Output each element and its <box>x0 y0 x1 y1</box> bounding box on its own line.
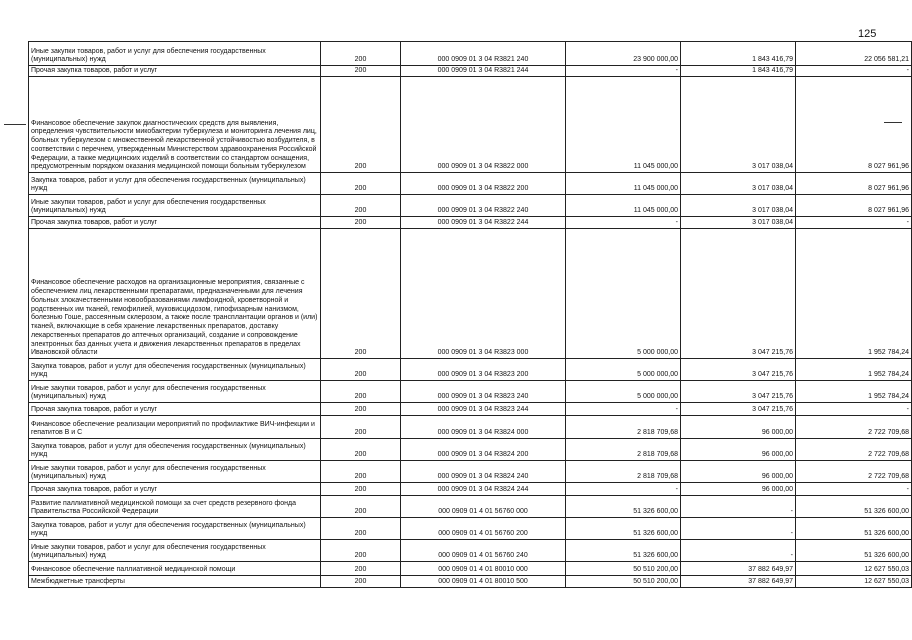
row-name: Финансовое обеспечение паллиативной медицинской помощи <box>29 562 321 576</box>
table-row <box>29 518 912 540</box>
row-value-1: 11 045 000,00 <box>566 77 681 173</box>
row-kbk: 000 0909 01 4 01 56760 000 <box>401 496 566 518</box>
row-kbk: 000 0909 01 3 04 R3823 000 <box>401 229 566 359</box>
table-row <box>29 576 912 588</box>
row-code: 200 <box>321 229 401 359</box>
row-value-2: 3 017 038,04 <box>681 195 796 217</box>
row-name: Финансовое обеспечение расходов на организационные мероприятия, связанные с обеспечением лиц лекарственными препаратами, предназначенными для лечения больных злокачественными новообразованиями лимфоидной, кроветворной и родственных им тканей, гемофилией, муковисцидозом, гипофизарным нанизмом, болезнью Гоше, рассеянным склерозом, а также после трансплантации органов и (или) тканей, включающие в себя хранение лекарственных препаратов, доставку лекарственных препаратов до аптечных организаций, создание и сопровождение электронных баз данных учета и движения лекарственных препаратов в пределах Ивановской области <box>29 229 321 359</box>
row-value-3: 8 027 961,96 <box>796 77 912 173</box>
row-code: 200 <box>321 381 401 403</box>
row-value-2: 96 000,00 <box>681 483 796 496</box>
row-value-3: 2 722 709,68 <box>796 439 912 461</box>
row-kbk: 000 0909 01 3 04 R3822 244 <box>401 217 566 229</box>
row-value-3: 8 027 961,96 <box>796 173 912 195</box>
row-name: Финансовое обеспечение закупок диагностических средств для выявления, определения чувствительности микобактерии туберкулеза и мониторинга лечения лиц, больных туберкулезом с множественной лекарственной устойчивостью возбудителя, в соответствии с перечнем, утвержденным Министерством здравоохранения Российской Федерации, а также медицинских изделий в соответствии со стандартом оснащения, предусмотренным порядком оказания медицинской помощи больным туберкулезом <box>29 77 321 173</box>
row-name: Иные закупки товаров, работ и услуг для обеспечения государственных (муниципальных) нужд <box>29 381 321 403</box>
table-row <box>29 77 912 173</box>
row-value-3: 51 326 600,00 <box>796 496 912 518</box>
row-value-3: - <box>796 66 912 77</box>
row-kbk: 000 0909 01 4 01 80010 500 <box>401 576 566 588</box>
row-value-2: 3 047 215,76 <box>681 229 796 359</box>
row-name: Иные закупки товаров, работ и услуг для обеспечения государственных (муниципальных) нужд <box>29 195 321 217</box>
row-code: 200 <box>321 359 401 381</box>
row-name: Иные закупки товаров, работ и услуг для обеспечения государственных (муниципальных) нужд <box>29 461 321 483</box>
row-value-2: 96 000,00 <box>681 461 796 483</box>
table-row <box>29 416 912 439</box>
row-kbk: 000 0909 01 3 04 R3824 000 <box>401 416 566 439</box>
row-kbk: 000 0909 01 4 01 56760 240 <box>401 540 566 562</box>
row-value-2: 3 017 038,04 <box>681 77 796 173</box>
row-value-2: 3 047 215,76 <box>681 359 796 381</box>
row-code: 200 <box>321 540 401 562</box>
row-value-3: - <box>796 403 912 416</box>
row-name: Прочая закупка товаров, работ и услуг <box>29 403 321 416</box>
table-row <box>29 540 912 562</box>
row-value-1: 5 000 000,00 <box>566 229 681 359</box>
row-value-1: 51 326 600,00 <box>566 540 681 562</box>
row-value-1: 2 818 709,68 <box>566 416 681 439</box>
row-value-2: 1 843 416,79 <box>681 42 796 66</box>
row-value-1: 2 818 709,68 <box>566 439 681 461</box>
row-value-2: 37 882 649,97 <box>681 576 796 588</box>
row-value-1: 51 326 600,00 <box>566 496 681 518</box>
row-code: 200 <box>321 518 401 540</box>
row-value-1: 50 510 200,00 <box>566 576 681 588</box>
table-row <box>29 439 912 461</box>
row-value-2: 3 017 038,04 <box>681 173 796 195</box>
row-value-1: 11 045 000,00 <box>566 195 681 217</box>
row-name: Иные закупки товаров, работ и услуг для обеспечения государственных (муниципальных) нужд <box>29 540 321 562</box>
row-name: Закупка товаров, работ и услуг для обеспечения государственных (муниципальных) нужд <box>29 518 321 540</box>
row-kbk: 000 0909 01 3 04 R3823 240 <box>401 381 566 403</box>
row-value-1: - <box>566 217 681 229</box>
row-value-3: 2 722 709,68 <box>796 461 912 483</box>
row-value-3: 1 952 784,24 <box>796 359 912 381</box>
row-code: 200 <box>321 496 401 518</box>
row-name: Развитие паллиативной медицинской помощи за счет средств резервного фонда Правительства Российской Федерации <box>29 496 321 518</box>
row-value-2: 1 843 416,79 <box>681 66 796 77</box>
row-code: 200 <box>321 483 401 496</box>
row-value-1: 2 818 709,68 <box>566 461 681 483</box>
row-kbk: 000 0909 01 3 04 R3822 200 <box>401 173 566 195</box>
table-row <box>29 496 912 518</box>
row-kbk: 000 0909 01 3 04 R3823 200 <box>401 359 566 381</box>
table-row <box>29 217 912 229</box>
row-value-1: 23 900 000,00 <box>566 42 681 66</box>
row-name: Прочая закупка товаров, работ и услуг <box>29 217 321 229</box>
row-code: 200 <box>321 461 401 483</box>
row-code: 200 <box>321 217 401 229</box>
budget-table <box>28 41 912 588</box>
row-kbk: 000 0909 01 3 04 R3822 240 <box>401 195 566 217</box>
scan-mark-left <box>4 124 26 125</box>
table-row <box>29 483 912 496</box>
row-kbk: 000 0909 01 3 04 R3824 240 <box>401 461 566 483</box>
row-name: Прочая закупка товаров, работ и услуг <box>29 66 321 77</box>
row-value-3: - <box>796 217 912 229</box>
row-value-3: 51 326 600,00 <box>796 540 912 562</box>
row-value-1: 51 326 600,00 <box>566 518 681 540</box>
table-row <box>29 229 912 359</box>
row-value-3: - <box>796 483 912 496</box>
row-value-3: 2 722 709,68 <box>796 416 912 439</box>
row-value-2: - <box>681 518 796 540</box>
row-code: 200 <box>321 66 401 77</box>
row-value-1: - <box>566 483 681 496</box>
row-value-2: 3 047 215,76 <box>681 381 796 403</box>
table-row <box>29 42 912 66</box>
page-number: 125 <box>858 28 877 40</box>
row-code: 200 <box>321 439 401 461</box>
row-value-3: 22 056 581,21 <box>796 42 912 66</box>
row-code: 200 <box>321 77 401 173</box>
row-value-2: 96 000,00 <box>681 439 796 461</box>
row-code: 200 <box>321 42 401 66</box>
row-kbk: 000 0909 01 3 04 R3821 240 <box>401 42 566 66</box>
row-name: Закупка товаров, работ и услуг для обеспечения государственных (муниципальных) нужд <box>29 359 321 381</box>
row-name: Финансовое обеспечение реализации мероприятий по профилактике ВИЧ-инфекции и гепатитов В и С <box>29 416 321 439</box>
row-value-3: 51 326 600,00 <box>796 518 912 540</box>
row-value-1: 11 045 000,00 <box>566 173 681 195</box>
row-name: Закупка товаров, работ и услуг для обеспечения государственных (муниципальных) нужд <box>29 439 321 461</box>
row-kbk: 000 0909 01 3 04 R3824 200 <box>401 439 566 461</box>
row-name: Иные закупки товаров, работ и услуг для обеспечения государственных (муниципальных) нужд <box>29 42 321 66</box>
row-value-2: - <box>681 496 796 518</box>
table-row <box>29 66 912 77</box>
row-kbk: 000 0909 01 4 01 56760 200 <box>401 518 566 540</box>
row-code: 200 <box>321 562 401 576</box>
row-value-2: 3 047 215,76 <box>681 403 796 416</box>
row-value-1: - <box>566 403 681 416</box>
row-kbk: 000 0909 01 3 04 R3824 244 <box>401 483 566 496</box>
row-code: 200 <box>321 576 401 588</box>
row-code: 200 <box>321 173 401 195</box>
row-value-1: 5 000 000,00 <box>566 381 681 403</box>
row-value-3: 8 027 961,96 <box>796 195 912 217</box>
row-value-3: 12 627 550,03 <box>796 576 912 588</box>
row-value-1: 5 000 000,00 <box>566 359 681 381</box>
row-value-1: 50 510 200,00 <box>566 562 681 576</box>
row-value-1: - <box>566 66 681 77</box>
row-code: 200 <box>321 195 401 217</box>
row-kbk: 000 0909 01 3 04 R3821 244 <box>401 66 566 77</box>
row-code: 200 <box>321 403 401 416</box>
row-code: 200 <box>321 416 401 439</box>
table-row <box>29 403 912 416</box>
row-value-3: 1 952 784,24 <box>796 381 912 403</box>
table-row <box>29 195 912 217</box>
row-value-3: 12 627 550,03 <box>796 562 912 576</box>
row-name: Межбюджетные трансферты <box>29 576 321 588</box>
row-value-2: 3 017 038,04 <box>681 217 796 229</box>
table-row <box>29 461 912 483</box>
row-value-2: 96 000,00 <box>681 416 796 439</box>
table-row <box>29 381 912 403</box>
row-value-2: - <box>681 540 796 562</box>
table-row <box>29 359 912 381</box>
table-row <box>29 562 912 576</box>
table-row <box>29 173 912 195</box>
row-name: Закупка товаров, работ и услуг для обеспечения государственных (муниципальных) нужд <box>29 173 321 195</box>
row-value-3: 1 952 784,24 <box>796 229 912 359</box>
row-kbk: 000 0909 01 3 04 R3823 244 <box>401 403 566 416</box>
row-kbk: 000 0909 01 4 01 80010 000 <box>401 562 566 576</box>
row-kbk: 000 0909 01 3 04 R3822 000 <box>401 77 566 173</box>
row-value-2: 37 882 649,97 <box>681 562 796 576</box>
row-name: Прочая закупка товаров, работ и услуг <box>29 483 321 496</box>
